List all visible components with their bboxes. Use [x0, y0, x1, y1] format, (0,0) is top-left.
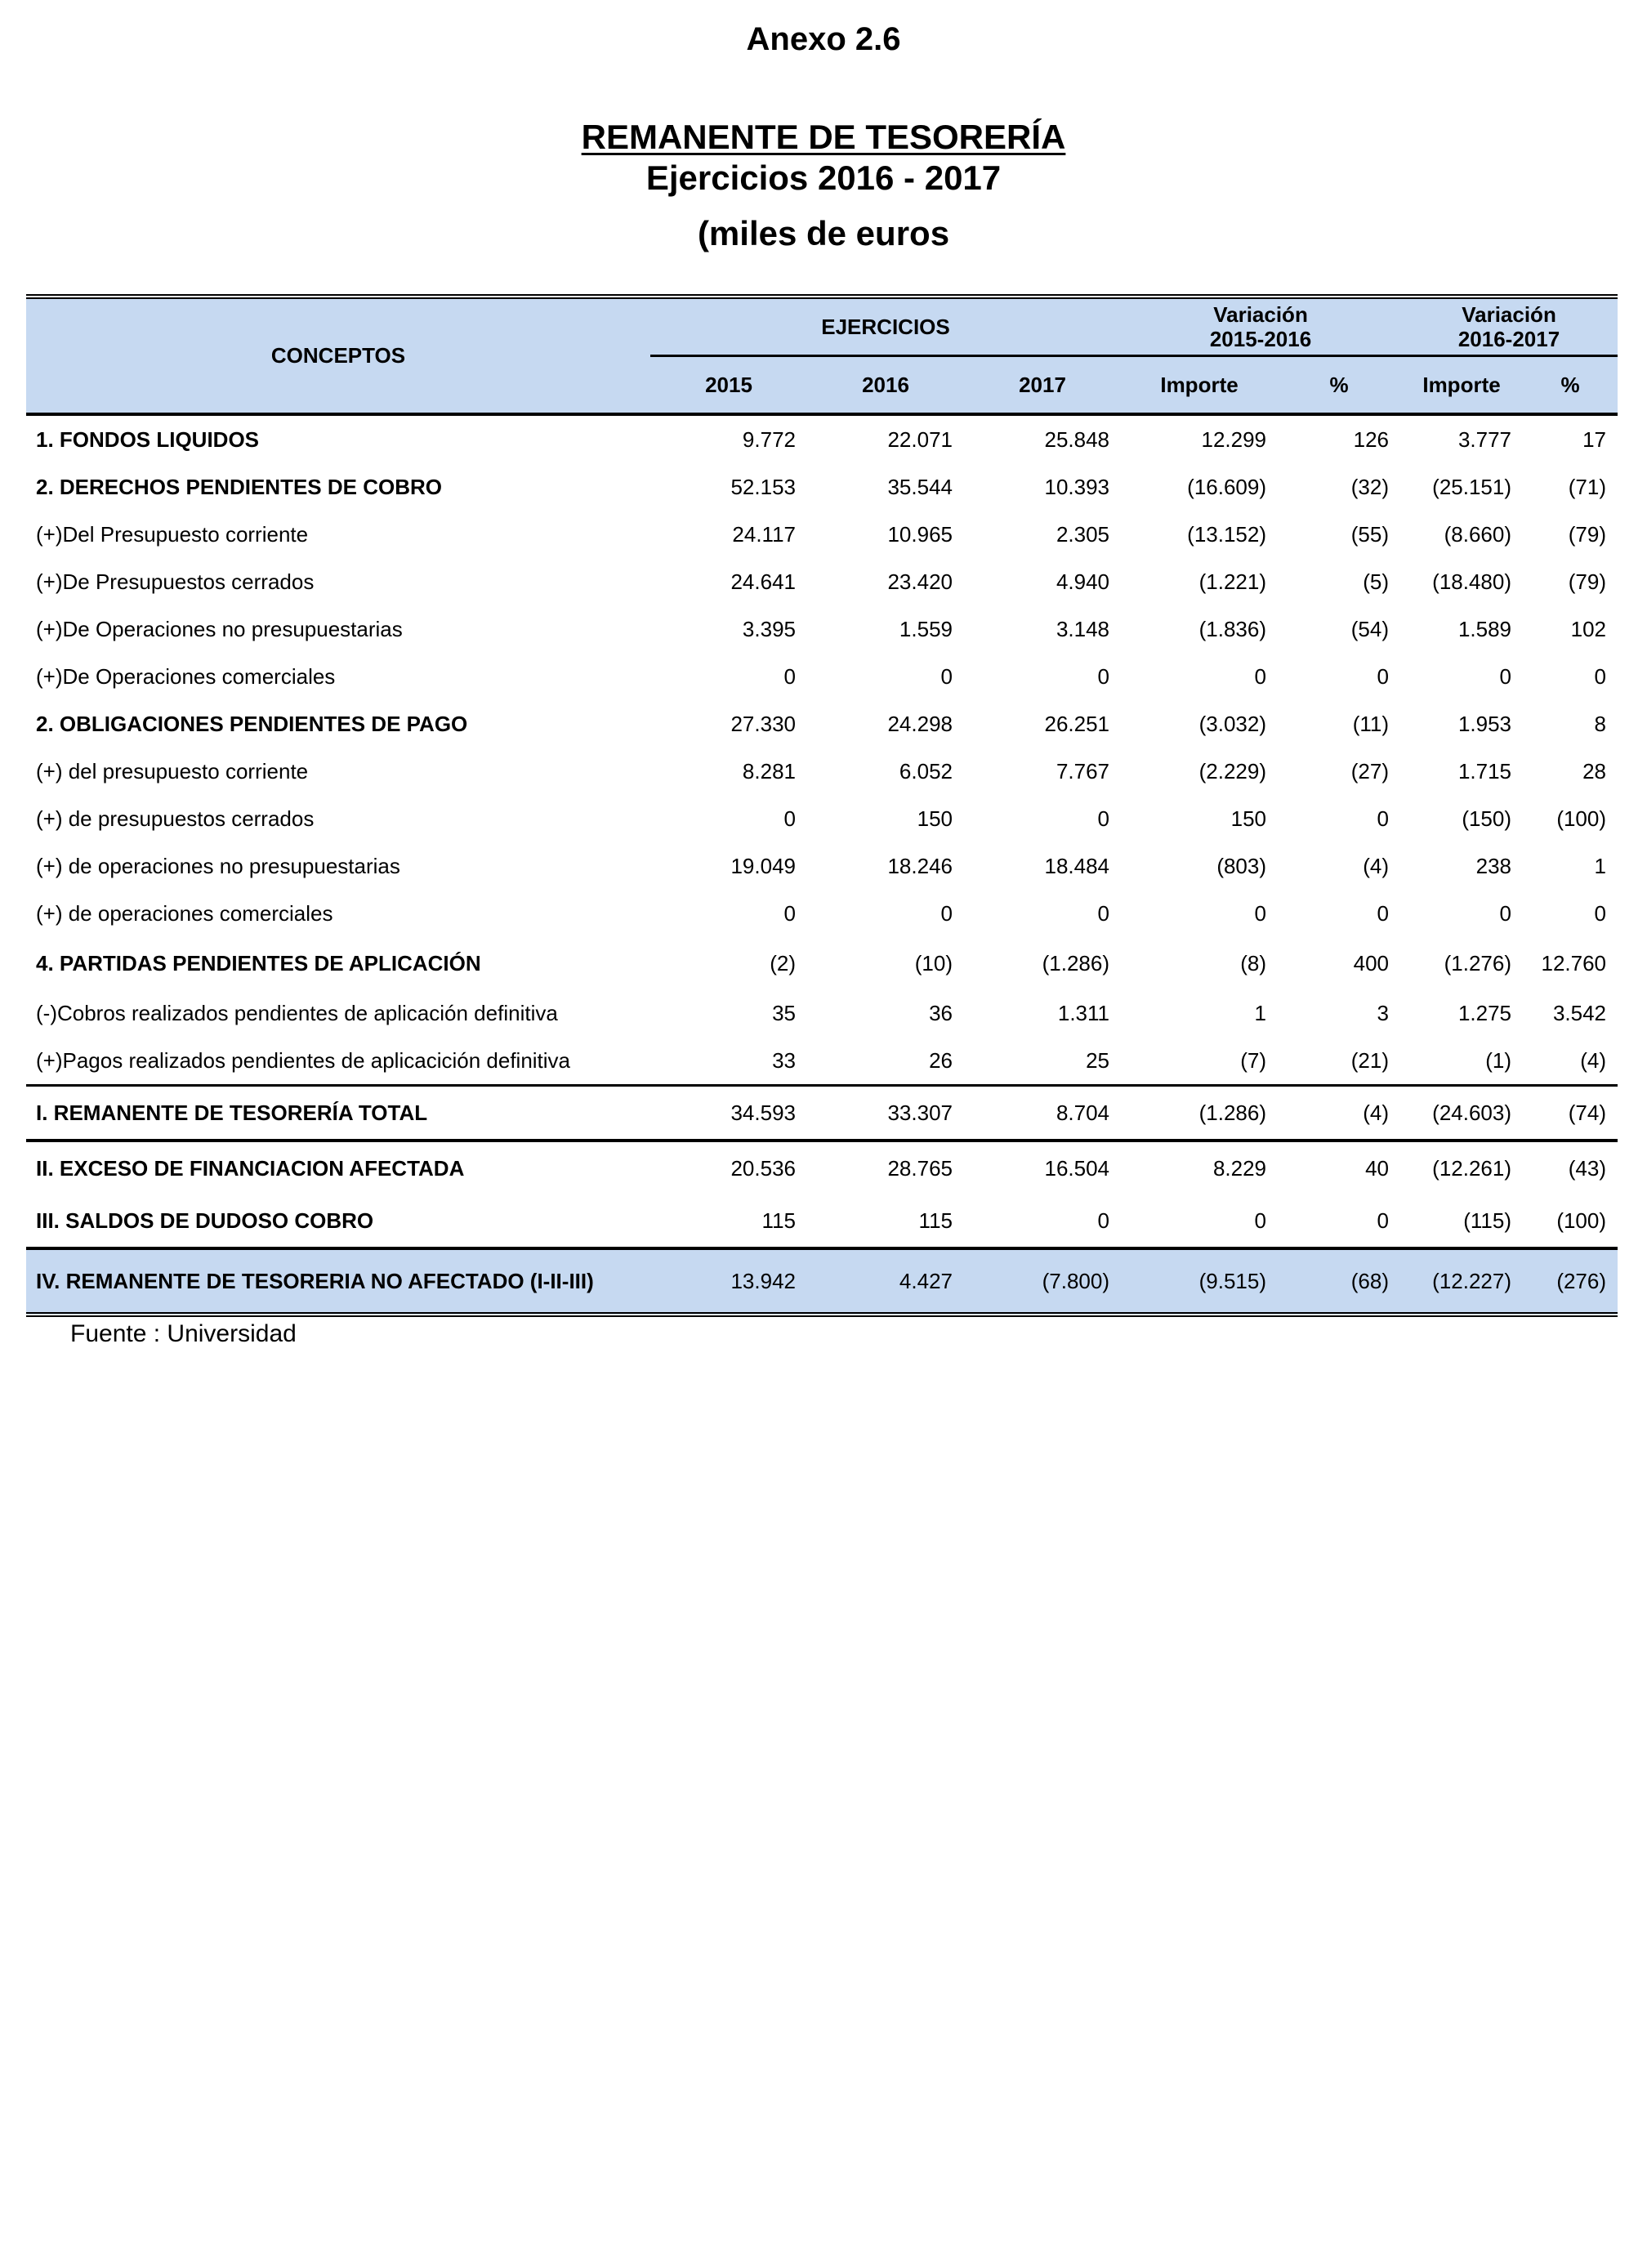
cell-pct-1: (27): [1350, 758, 1390, 784]
cell-importe-1: (16.609): [1187, 474, 1267, 499]
header-ejercicios: EJERCICIOS: [650, 299, 1121, 356]
row-concept: IV. REMANENTE DE TESORERIA NO AFECTADO (I-II-III): [26, 1248, 650, 1315]
cell-pct-2: (74): [1523, 1086, 1618, 1141]
cell-2015: 20.536: [650, 1141, 807, 1194]
row-concept: (+) de presupuestos cerrados: [36, 806, 315, 831]
cell-2015: 9.772: [742, 426, 796, 452]
cell-pct-1: 0: [1377, 900, 1390, 926]
row-concept: (+) del presupuesto corriente: [36, 758, 309, 784]
table-row: [26, 1037, 1618, 1086]
treasury-table: [26, 299, 1618, 1317]
header-2017: 2017: [964, 356, 1121, 415]
table-row: [26, 748, 1618, 795]
cell-2017: 0: [1097, 663, 1110, 689]
cell-pct-2: 1: [1594, 853, 1607, 878]
header-2016: 2016: [807, 356, 964, 415]
cell-pct-1: 3: [1377, 1000, 1390, 1025]
cell-pct-1: 126: [1353, 426, 1390, 452]
row-concept: (-)Cobros realizados pendientes de aplicación definitiva: [36, 1000, 558, 1025]
cell-importe-2: (150): [1462, 806, 1512, 831]
cell-pct-2: (71): [1568, 474, 1607, 499]
header-importe-1: Importe: [1121, 356, 1278, 415]
cell-pct-2: 17: [1582, 426, 1607, 452]
cell-pct-1: (4): [1278, 1086, 1400, 1141]
header-pct-2: %: [1523, 356, 1618, 415]
header-variation-1-line2: 2015-2016: [1209, 327, 1312, 351]
cell-importe-2: (24.603): [1400, 1086, 1523, 1141]
header-variation-2015-2016: [1121, 299, 1400, 356]
cell-2016: 35.544: [887, 474, 953, 499]
report-subtitle: Ejercicios 2016 - 2017: [645, 158, 1002, 197]
cell-2015: 24.117: [732, 521, 796, 547]
cell-pct-2: 0: [1594, 900, 1607, 926]
treasury-table-wrapper: [26, 294, 1618, 1348]
table-row: [26, 558, 1618, 605]
cell-2017: (7.800): [964, 1248, 1121, 1315]
row-concept: II. EXCESO DE FINANCIACION AFECTADA: [26, 1141, 650, 1194]
table-row: [26, 937, 1618, 989]
cell-2017: 18.484: [1044, 853, 1110, 878]
cell-importe-1: 12.299: [1201, 426, 1267, 452]
table-row: [26, 842, 1618, 890]
cell-2016: 4.427: [807, 1248, 964, 1315]
cell-2017: 1.311: [1057, 1000, 1110, 1025]
cell-pct-2: (79): [1568, 569, 1607, 594]
cell-importe-1: (7): [1240, 1047, 1267, 1073]
cell-2016: 18.246: [887, 853, 953, 878]
cell-importe-1: 0: [1254, 900, 1267, 926]
table-row: [26, 1194, 1618, 1248]
report-title: [0, 118, 1647, 157]
cell-pct-1: (5): [1363, 569, 1390, 594]
cell-2016: 1.559: [899, 616, 953, 641]
annex-title: Anexo 2.6: [746, 21, 901, 57]
table-row: [26, 414, 1618, 463]
cell-pct-2: (276): [1523, 1248, 1618, 1315]
cell-pct-2: (79): [1568, 521, 1607, 547]
cell-2015: 33: [772, 1047, 796, 1073]
cell-2016: 24.298: [887, 711, 953, 736]
cell-2016: 0: [940, 663, 953, 689]
cell-importe-2: (18.480): [1432, 569, 1512, 594]
cell-importe-1: (13.152): [1187, 521, 1267, 547]
header-variation-2-line1: Variación: [1462, 302, 1556, 327]
row-concept: 4. PARTIDAS PENDIENTES DE APLICACIÓN: [36, 950, 481, 976]
cell-2016: 6.052: [899, 758, 953, 784]
cell-pct-1: (32): [1350, 474, 1390, 499]
cell-pct-1: 400: [1353, 950, 1390, 976]
row-concept: (+)De Presupuestos cerrados: [36, 569, 315, 594]
row-concept: 1. FONDOS LIQUIDOS: [36, 426, 260, 452]
cell-pct-1: 0: [1377, 663, 1390, 689]
header-importe-2: Importe: [1400, 356, 1523, 415]
cell-2016: 28.765: [807, 1141, 964, 1194]
cell-importe-2: 3.777: [1457, 426, 1512, 452]
table-row: [26, 653, 1618, 700]
cell-2016: 33.307: [807, 1086, 964, 1141]
cell-pct-2: 8: [1594, 711, 1607, 736]
cell-2015: 3.395: [742, 616, 796, 641]
cell-importe-2: 1.715: [1457, 758, 1512, 784]
cell-2015: (2): [770, 950, 796, 976]
cell-pct-2: (100): [1556, 806, 1607, 831]
row-concept: I. REMANENTE DE TESORERÍA TOTAL: [26, 1086, 650, 1141]
cell-2017: 25: [1086, 1047, 1110, 1073]
cell-2016: 150: [917, 806, 953, 831]
header-variation-2016-2017: [1400, 299, 1618, 356]
cell-pct-2: (100): [1556, 1208, 1607, 1233]
cell-importe-1: 150: [1230, 806, 1267, 831]
cell-pct-1: (54): [1350, 616, 1390, 641]
cell-pct-1: (4): [1363, 853, 1390, 878]
table-row: [26, 1141, 1618, 1194]
table-row: [26, 795, 1618, 842]
cell-2015: 35: [772, 1000, 796, 1025]
cell-importe-1: (1.836): [1198, 616, 1267, 641]
table-row: [26, 700, 1618, 748]
cell-2016: 115: [918, 1208, 953, 1233]
header-2015: 2015: [650, 356, 807, 415]
cell-2015: 19.049: [730, 853, 796, 878]
cell-2016: (10): [914, 950, 953, 976]
cell-2015: 115: [761, 1208, 796, 1233]
cell-2016: 22.071: [887, 426, 953, 452]
cell-2015: 0: [783, 900, 796, 926]
table-row-final-total: [26, 1248, 1618, 1315]
cell-2015: 13.942: [650, 1248, 807, 1315]
cell-2017: 2.305: [1056, 521, 1110, 547]
cell-importe-2: 1.589: [1457, 616, 1512, 641]
cell-2016: 36: [929, 1000, 953, 1025]
cell-importe-2: (8.660): [1444, 521, 1512, 547]
table-row: [26, 463, 1618, 511]
cell-2016: 10.965: [887, 521, 953, 547]
cell-2015: 0: [783, 806, 796, 831]
cell-importe-2: 1.953: [1457, 711, 1512, 736]
cell-importe-1: 0: [1254, 663, 1267, 689]
cell-2016: 26: [929, 1047, 953, 1073]
cell-2017: 0: [1097, 806, 1110, 831]
cell-importe-2: (25.151): [1432, 474, 1512, 499]
table-row: [26, 511, 1618, 558]
cell-2017: 3.148: [1056, 616, 1110, 641]
cell-pct-2: 28: [1582, 758, 1607, 784]
row-concept: (+)De Operaciones comerciales: [36, 663, 336, 689]
header-variation-1-line1: Variación: [1213, 302, 1308, 327]
cell-2016: 0: [940, 900, 953, 926]
cell-pct-2: 12.760: [1541, 951, 1607, 976]
cell-2016: 23.420: [887, 569, 953, 594]
cell-2015: 52.153: [730, 474, 796, 499]
source-note: Fuente : Universidad: [70, 1320, 297, 1347]
table-row-total: [26, 1086, 1618, 1141]
cell-2017: 8.704: [964, 1086, 1121, 1141]
header-concepts: CONCEPTOS: [26, 299, 650, 414]
table-header: [26, 299, 1618, 414]
cell-importe-1: (3.032): [1198, 711, 1267, 736]
cell-pct-1: (21): [1350, 1047, 1390, 1073]
report-title-text: REMANENTE DE TESORERÍA: [581, 118, 1066, 156]
cell-2017: 0: [1097, 900, 1110, 926]
cell-2015: 24.641: [730, 569, 796, 594]
report-units: (miles de euros: [697, 214, 950, 252]
cell-2017: 10.393: [1044, 474, 1110, 499]
cell-importe-1: (1.221): [1198, 569, 1267, 594]
row-concept: (+)De Operaciones no presupuestarias: [36, 616, 403, 641]
cell-importe-2: 0: [1499, 900, 1512, 926]
cell-importe-2: (1.276): [1444, 950, 1512, 976]
table-row: [26, 989, 1618, 1037]
cell-2015: 27.330: [730, 711, 796, 736]
table-row: [26, 605, 1618, 653]
cell-2015: 0: [783, 663, 796, 689]
cell-importe-2: 0: [1499, 663, 1512, 689]
cell-importe-1: (803): [1216, 853, 1267, 878]
row-concept: (+)Del Presupuesto corriente: [36, 521, 309, 547]
cell-importe-1: (1.286): [1121, 1086, 1278, 1141]
cell-pct-1: 0: [1377, 1208, 1390, 1233]
cell-importe-1: 8.229: [1121, 1141, 1278, 1194]
cell-pct-2: 3.542: [1552, 1000, 1607, 1025]
cell-pct-1: (68): [1278, 1248, 1400, 1315]
cell-2017: 0: [1097, 1208, 1110, 1233]
table-body: [26, 414, 1618, 1315]
cell-importe-2: 238: [1475, 853, 1512, 878]
cell-importe-2: (12.227): [1400, 1248, 1523, 1315]
cell-2017: 26.251: [1044, 711, 1110, 736]
cell-pct-1: 0: [1377, 806, 1390, 831]
cell-2015: 8.281: [742, 758, 796, 784]
cell-pct-2: 0: [1594, 663, 1607, 689]
cell-pct-1: (11): [1352, 711, 1390, 736]
cell-2017: 4.940: [1056, 569, 1110, 594]
cell-importe-2: 1.275: [1457, 1000, 1512, 1025]
cell-importe-2: (115): [1463, 1208, 1512, 1233]
cell-importe-1: (9.515): [1121, 1248, 1278, 1315]
cell-2017: 7.767: [1056, 758, 1110, 784]
row-concept: III. SALDOS DE DUDOSO COBRO: [36, 1208, 374, 1233]
cell-importe-1: (2.229): [1198, 758, 1267, 784]
cell-2017: 25.848: [1044, 426, 1110, 452]
cell-pct-2: 102: [1570, 616, 1607, 641]
table-row: [26, 890, 1618, 937]
cell-importe-2: (12.261): [1400, 1141, 1523, 1194]
row-concept: (+)Pagos realizados pendientes de aplicacición definitiva: [36, 1047, 571, 1073]
cell-importe-1: 1: [1254, 1000, 1267, 1025]
row-concept: (+) de operaciones comerciales: [36, 900, 333, 926]
cell-2017: (1.286): [1042, 950, 1110, 976]
cell-2017: 16.504: [964, 1141, 1121, 1194]
cell-importe-1: 0: [1254, 1208, 1267, 1233]
header-variation-2-line2: 2016-2017: [1457, 327, 1560, 351]
cell-pct-2: (43): [1523, 1141, 1618, 1194]
cell-importe-2: (1): [1485, 1047, 1512, 1073]
row-concept: (+) de operaciones no presupuestarias: [36, 853, 400, 878]
cell-pct-1: 40: [1278, 1141, 1400, 1194]
row-concept: 2. DERECHOS PENDIENTES DE COBRO: [36, 474, 442, 499]
cell-importe-1: (8): [1240, 950, 1267, 976]
header-pct-1: %: [1278, 356, 1400, 415]
row-concept: 2. OBLIGACIONES PENDIENTES DE PAGO: [36, 711, 468, 736]
cell-2015: 34.593: [650, 1086, 807, 1141]
cell-pct-2: (4): [1580, 1047, 1607, 1073]
cell-pct-1: (55): [1350, 521, 1390, 547]
